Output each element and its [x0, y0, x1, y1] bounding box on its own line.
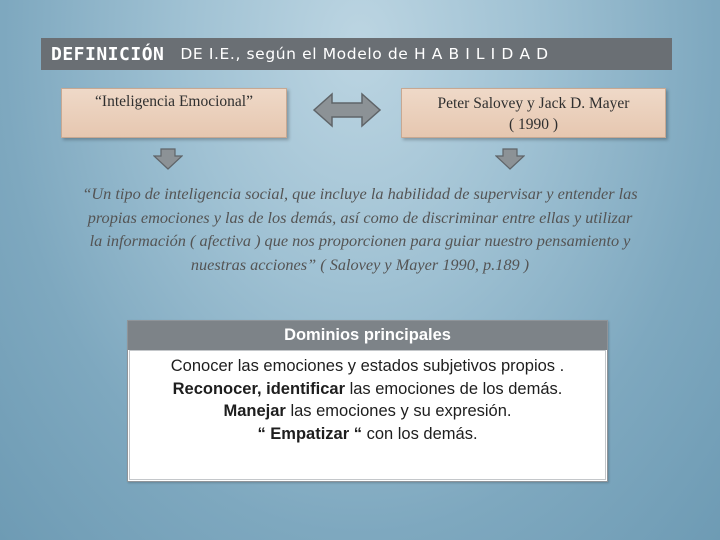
domains-body-frame: [129, 350, 606, 480]
domain-item: [130, 378, 605, 401]
down-arrow-icon: [153, 148, 183, 170]
domain-verb: Manejar: [223, 402, 286, 420]
authors-names: Peter Salovey y Jack D. Mayer: [437, 95, 630, 112]
concept-label: “Inteligencia Emocional”: [95, 93, 253, 110]
domain-text: las emociones y estados subjetivos propios .: [233, 357, 565, 375]
page-title: DEFINICIÓN: [51, 43, 165, 65]
domain-item: [130, 355, 605, 378]
title-bar: [41, 38, 672, 70]
left-right-arrow-icon: [312, 90, 382, 130]
definition-line: nuestras acciones” ( Salovey y Mayer 1990, p.189 ): [190, 254, 530, 274]
domains-list: [130, 351, 605, 445]
definition-line: propias emociones y las de los demás, así como de discriminar entre ellas y utilizar: [87, 207, 633, 227]
domain-item: [130, 423, 605, 446]
authors-box: [401, 88, 666, 138]
definition-line: la información ( afectiva ) que nos proporcionen para guiar nuestro pensamiento y: [89, 231, 631, 250]
domain-text: las emociones de los demás.: [345, 379, 563, 398]
definition-line: “Un tipo de inteligencia social, que incluye la habilidad de supervisar y entender las: [82, 184, 638, 203]
definition-quote: [40, 182, 680, 276]
domain-item: [130, 400, 605, 423]
domain-verb: Conocer: [170, 357, 234, 375]
domains-header: Dominios principales: [128, 321, 607, 350]
domain-text: con los demás.: [361, 424, 478, 443]
concept-box: [61, 88, 287, 138]
down-arrow-icon: [495, 148, 525, 170]
domains-panel: [127, 320, 608, 482]
domain-verb: Reconocer, identificar: [172, 379, 345, 398]
domain-text: las emociones y su expresión.: [285, 402, 512, 420]
page-subtitle: DE I.E., según el Modelo de H A B I L I D A D: [180, 45, 549, 63]
authors-year: ( 1990 ): [508, 116, 559, 133]
domain-verb: “ Empatizar “: [257, 424, 362, 443]
